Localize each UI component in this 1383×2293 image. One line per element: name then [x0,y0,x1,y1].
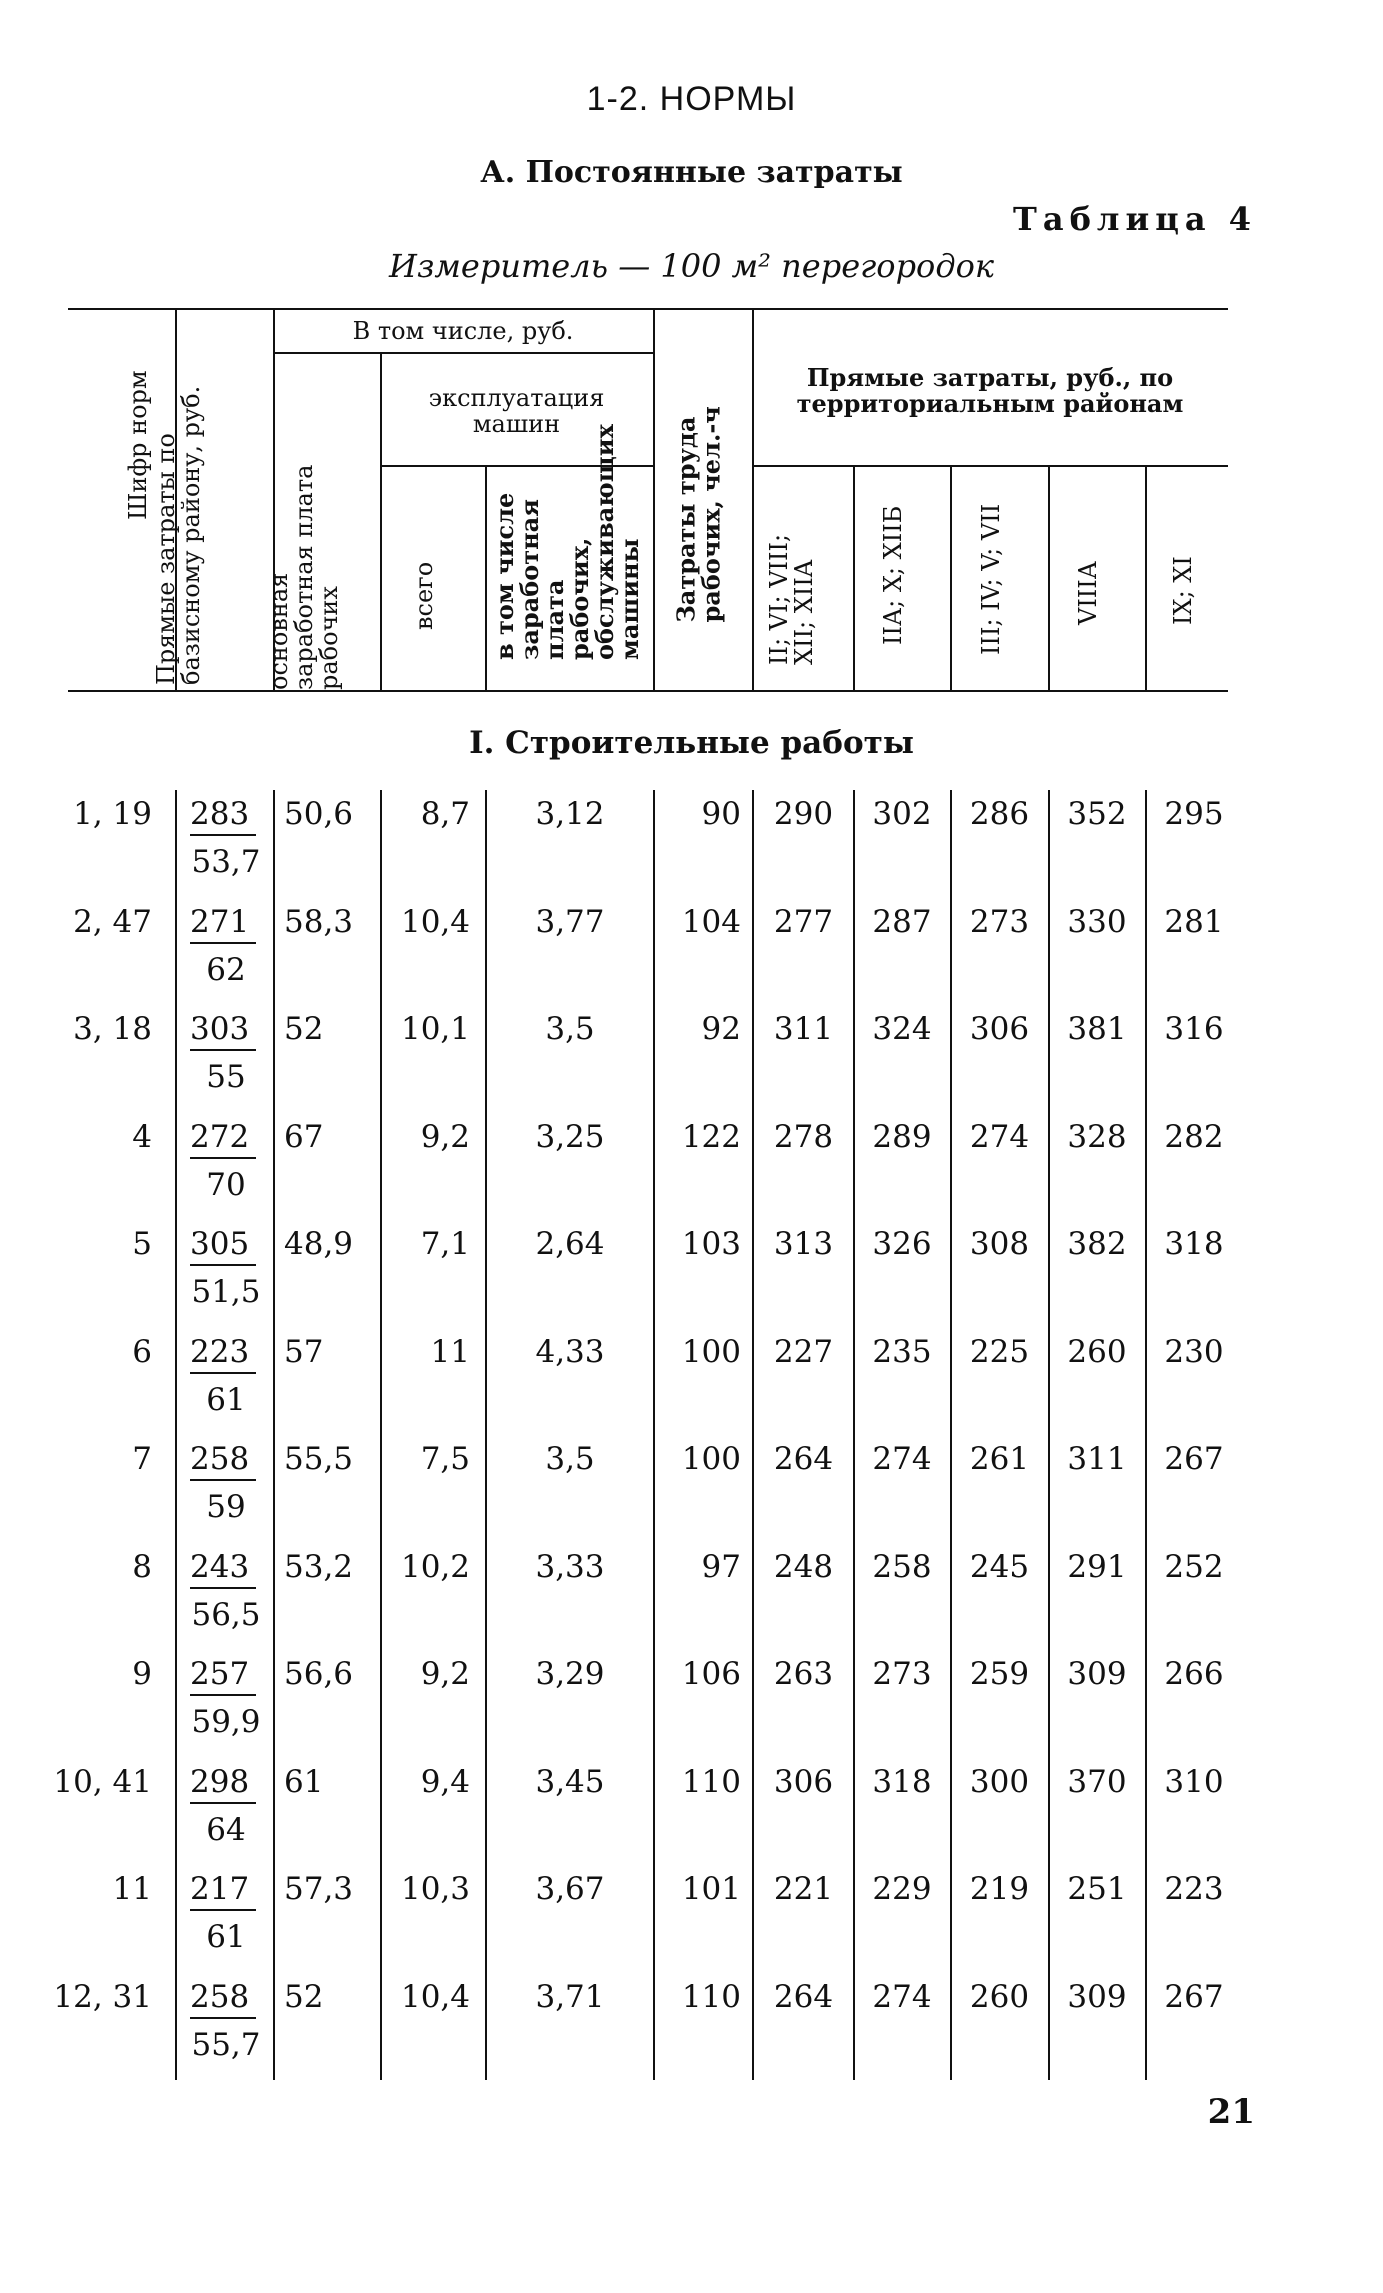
direct-cost-subvalue-cell: 61 [206,1919,246,1955]
header-including: В том числе, руб. [352,317,574,345]
code-cell: 4 [132,1118,152,1155]
machines-wage-cell: 3,5 [545,1011,595,1047]
region-2-cell: 229 [872,1871,932,1907]
direct-cost-cell: 257 [190,1654,256,1696]
labor-cell: 103 [681,1226,741,1262]
code-cell: 6 [132,1333,152,1370]
header-vline [1145,465,1147,690]
header-wage: основная заработная плата рабочих [265,464,343,690]
region-4-cell: 328 [1067,1118,1127,1155]
header-vline [485,465,487,690]
machines-wage-cell: 3,77 [535,903,605,940]
header-region-2: IIА; X; XIIБ [879,505,907,645]
direct-cost-cell: 298 [190,1762,256,1804]
region-5-cell: 282 [1164,1118,1224,1155]
region-2-cell: 289 [872,1118,932,1155]
labor-cell: 122 [681,1118,741,1155]
region-1-cell: 290 [773,796,834,832]
region-5-cell: 267 [1164,1441,1224,1477]
machines-wage-cell: 3,12 [535,796,605,832]
machines-wage-cell: 4,33 [535,1333,605,1370]
machines-total-cell: 9,4 [420,1763,470,1800]
region-1-cell: 263 [773,1656,834,1692]
code-cell: 11 [112,1871,152,1907]
machines-total-cell: 7,5 [420,1441,470,1477]
direct-cost-cell: 258 [190,1439,256,1481]
code-cell: 7 [132,1441,152,1477]
labor-cell: 100 [681,1333,741,1370]
direct-cost-cell: 223 [190,1332,256,1374]
region-2-cell: 258 [872,1548,932,1585]
region-5-cell: 316 [1164,1011,1224,1047]
region-5-cell: 310 [1164,1763,1224,1800]
region-4-cell: 382 [1067,1226,1127,1262]
region-2-cell: 302 [872,796,932,832]
direct-cost-subvalue-cell: 61 [206,1381,246,1418]
direct-cost-cell: 271 [190,902,256,944]
direct-cost-subvalue-cell: 56,5 [191,1596,261,1633]
wage-cell: 56,6 [284,1656,354,1692]
works-section-title: I. Строительные работы [469,725,914,761]
region-2-cell: 326 [872,1226,932,1262]
header-region-3: III; IV; V; VII [977,503,1005,655]
code-cell: 1, 19 [73,796,152,832]
body-vline [380,790,382,2080]
code-cell: 8 [132,1548,152,1585]
region-3-cell: 273 [969,903,1030,940]
labor-cell: 110 [681,1763,741,1800]
direct-cost-cell: 217 [190,1869,256,1911]
region-3-cell: 260 [969,1978,1030,2015]
labor-cell: 101 [681,1871,741,1907]
machines-total-cell: 8,7 [420,796,470,832]
labor-cell: 104 [681,903,741,940]
direct-cost-cell: 303 [190,1009,256,1051]
direct-cost-subvalue-cell: 55 [206,1059,246,1095]
header-vline [950,465,952,690]
region-4-cell: 330 [1067,903,1127,940]
region-4-cell: 370 [1067,1763,1127,1800]
body-vline [1048,790,1050,2080]
wage-cell: 52 [284,1978,324,2015]
region-2-cell: 235 [872,1333,932,1370]
header-vline [853,465,855,690]
code-cell: 12, 31 [53,1978,152,2015]
machines-wage-cell: 3,45 [535,1763,605,1800]
header-vline [752,308,754,690]
header-machines: эксплуатация машин [428,384,605,438]
machines-total-cell: 7,1 [420,1226,470,1262]
region-2-cell: 318 [872,1763,932,1800]
region-2-cell: 324 [872,1011,932,1047]
machines-total-cell: 9,2 [420,1118,470,1155]
region-4-cell: 352 [1067,796,1127,832]
region-2-cell: 274 [872,1441,932,1477]
region-1-cell: 264 [773,1441,834,1477]
region-3-cell: 286 [969,796,1030,832]
labor-cell: 97 [701,1548,741,1585]
region-5-cell: 252 [1164,1548,1224,1585]
header-regions: Прямые затраты, руб., по территориальным районам [796,363,1184,418]
wage-cell: 67 [284,1118,324,1155]
code-cell: 5 [132,1226,152,1262]
wage-cell: 48,9 [284,1226,354,1262]
header-region-1: II; VI; VIII; XII; XIIA [765,533,818,665]
header-region-4: VIIIА [1074,561,1102,625]
direct-cost-subvalue-cell: 53,7 [191,844,261,880]
table-label: Таблица 4 [1013,200,1257,238]
region-3-cell: 219 [969,1871,1030,1907]
body-vline [653,790,655,2080]
region-4-cell: 309 [1067,1656,1127,1692]
header-machines-wage: в том числе заработная плата рабочих, обслуживающих машины [490,424,644,660]
direct-cost-subvalue-cell: 51,5 [191,1274,261,1310]
region-1-cell: 313 [773,1226,834,1262]
wage-cell: 53,2 [284,1548,354,1585]
wage-cell: 61 [284,1763,324,1800]
labor-cell: 92 [701,1011,741,1047]
region-5-cell: 266 [1164,1656,1224,1692]
direct-cost-cell: 272 [190,1117,256,1159]
region-2-cell: 274 [872,1978,932,2015]
machines-total-cell: 10,3 [400,1871,470,1907]
region-4-cell: 260 [1067,1333,1127,1370]
header-code: Шифр норм [124,370,152,520]
region-1-cell: 248 [773,1548,834,1585]
machines-wage-cell: 3,5 [545,1441,595,1477]
region-1-cell: 277 [773,903,834,940]
header-labor: Затраты труда рабочих, чел.-ч [671,406,726,623]
region-2-cell: 287 [872,903,932,940]
header-vline [1048,465,1050,690]
wage-cell: 50,6 [284,796,354,832]
region-4-cell: 311 [1067,1441,1127,1477]
labor-cell: 100 [681,1441,741,1477]
section-title: 1-2. НОРМЫ [586,80,797,118]
measure-unit: Измеритель — 100 м² перегородок [389,247,994,285]
including-rule [273,352,653,354]
region-3-cell: 245 [969,1548,1030,1585]
region-2-cell: 273 [872,1656,932,1692]
body-vline [175,790,177,2080]
machines-total-cell: 10,1 [400,1011,470,1047]
region-5-cell: 267 [1164,1978,1224,2015]
region-3-cell: 308 [969,1226,1030,1262]
direct-cost-subvalue-cell: 55,7 [191,2026,261,2063]
machines-wage-cell: 3,71 [535,1978,605,2015]
direct-cost-subvalue-cell: 62 [206,951,246,988]
region-1-cell: 306 [773,1763,834,1800]
machines-wage-cell: 3,67 [535,1871,605,1907]
direct-cost-cell: 283 [190,794,256,836]
region-3-cell: 300 [969,1763,1030,1800]
labor-cell: 90 [701,796,741,832]
code-cell: 3, 18 [73,1011,152,1047]
header-top-rule [68,308,1228,310]
region-5-cell: 230 [1164,1333,1224,1370]
body-vline [752,790,754,2080]
regions-rule [752,465,1228,467]
direct-cost-subvalue-cell: 64 [206,1811,246,1848]
wage-cell: 57,3 [284,1871,354,1907]
region-5-cell: 223 [1164,1871,1224,1907]
header-vline [653,308,655,690]
region-3-cell: 225 [969,1333,1030,1370]
labor-cell: 106 [681,1656,741,1692]
region-1-cell: 221 [773,1871,834,1907]
body-vline [950,790,952,2080]
region-1-cell: 311 [773,1011,834,1047]
subtitle: А. Постоянные затраты [480,155,903,190]
region-5-cell: 295 [1164,796,1224,832]
code-cell: 2, 47 [73,903,152,940]
machines-total-cell: 9,2 [420,1656,470,1692]
machines-total-cell: 10,4 [400,1978,470,2015]
page-number: 21 [1207,2092,1255,2132]
region-1-cell: 264 [773,1978,834,2015]
wage-cell: 55,5 [284,1441,354,1477]
direct-cost-subvalue-cell: 59,9 [191,1704,261,1740]
machines-total-cell: 10,4 [400,903,470,940]
region-4-cell: 251 [1067,1871,1127,1907]
direct-cost-cell: 243 [190,1547,256,1589]
wage-cell: 52 [284,1011,324,1047]
region-1-cell: 278 [773,1118,834,1155]
wage-cell: 58,3 [284,903,354,940]
region-3-cell: 261 [969,1441,1030,1477]
direct-cost-subvalue-cell: 70 [206,1166,246,1203]
region-5-cell: 281 [1164,903,1224,940]
body-vline [1145,790,1147,2080]
direct-cost-cell: 258 [190,1977,256,2019]
body-vline [853,790,855,2080]
region-4-cell: 381 [1067,1011,1127,1047]
machines-total-cell: 10,2 [400,1548,470,1585]
wage-cell: 57 [284,1333,324,1370]
direct-cost-cell: 305 [190,1224,256,1266]
region-1-cell: 227 [773,1333,834,1370]
direct-cost-subvalue-cell: 59 [206,1489,246,1525]
machines-wage-cell: 3,29 [535,1656,605,1692]
machines-wage-cell: 3,33 [535,1548,605,1585]
body-vline [273,790,275,2080]
region-3-cell: 274 [969,1118,1030,1155]
machines-total-cell: 11 [430,1333,470,1370]
region-5-cell: 318 [1164,1226,1224,1262]
labor-cell: 110 [681,1978,741,2015]
code-cell: 9 [132,1656,152,1692]
region-3-cell: 259 [969,1656,1030,1692]
machines-wage-cell: 3,25 [535,1118,605,1155]
body-vline [485,790,487,2080]
header-region-5: IX; XI [1169,556,1197,625]
machines-wage-cell: 2,64 [535,1226,605,1262]
header-direct-base: Прямые затраты по базисному району, руб. [152,385,205,685]
region-3-cell: 306 [969,1011,1030,1047]
header-bottom-rule [68,690,1228,692]
code-cell: 10, 41 [53,1763,152,1800]
header-machines-total: всего [410,561,438,630]
region-4-cell: 309 [1067,1978,1127,2015]
region-4-cell: 291 [1067,1548,1127,1585]
